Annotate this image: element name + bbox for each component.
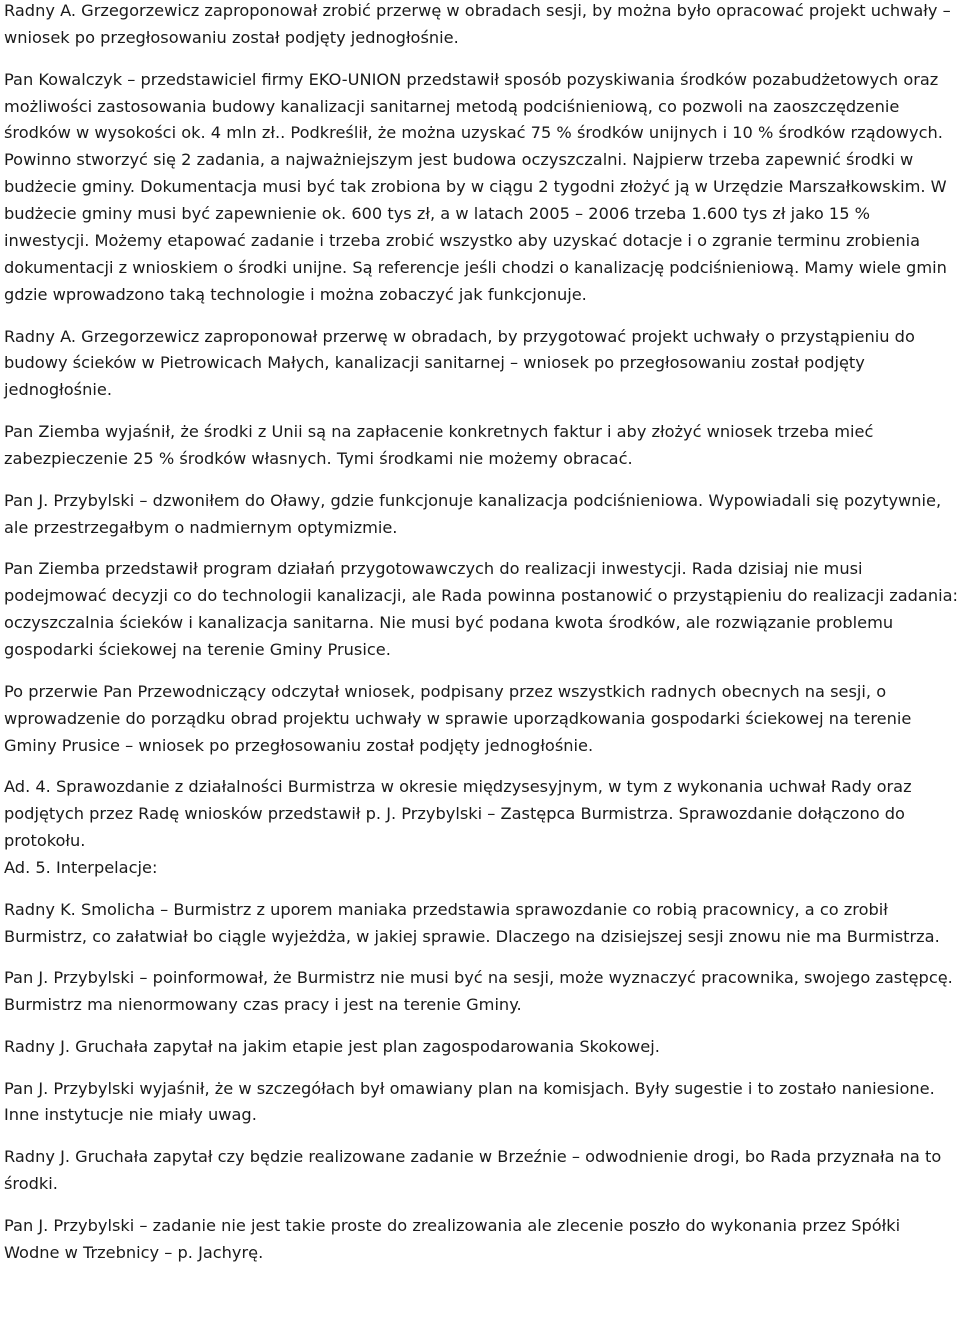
paragraph-przybylski-answer-mayor: Pan J. Przybylski – poinformował, że Burmistrz nie musi być na sesji, może wyznaczyć pracownika, swojego zastępcę. Burmistrz ma nienormowany czas pracy i jest na terenie Gminy. (4, 968, 953, 1015)
paragraph-przybylski-olawa: Pan J. Przybylski – dzwoniłem do Oławy, gdzie funkcjonuje kanalizacja podciśnieniowa. Wypowiadali się pozytywnie, ale przestrzegałbym o nadmiernym optymizmie. (4, 490, 942, 537)
paragraph-kowalczyk-eko-union: Pan Kowalczyk – przedstawiciel firmy EKO-UNION przedstawił sposób pozyskiwania środków pozabudżetowych oraz możliwości zastosowania budowy kanalizacji sanitarnej metodą podciśnieniową, co pozwoli na zaoszczędzenie środków w wysokości ok. 4 mln zł.. Podkreślił, że można uzyskać 75 % środków unijnych i 10 % środków rządowych. Powinno stworzyć się 2 zadania, a najważniejszym jest budowa oczyszczalni. Najpierw trzeba zapewnić środki w budżecie gminy. Dokumentacja musi być tak zrobiona by w ciągu 2 tygodni złożyć ją w Urzędzie Marszałkowskim. W budżecie gminy musi być zapewnienie ok. 600 tys zł, a w latach 2005 – 2006 trzeba 1.600 tys zł jako 15 % inwestycji. Możemy etapować zadanie i trzeba zrobić wszystko aby uzyskać dotacje i o zgranie terminu zrobienia dokumentacji z wnioskiem o środki unijne. Są referencje jeśli chodzi o kanalizację podciśnieniową. Mamy wiele gmin gdzie wprowadzono taką technologie i można zobaczyć jak funkcjonuje. (4, 69, 947, 304)
heading-ad-5-interpellations: Ad. 5. Interpelacje: (4, 857, 158, 877)
paragraph-ziemba-program: Pan Ziemba przedstawił program działań przygotowawczych do realizacji inwestycji. Rada dzisiaj nie musi podejmować decyzji co do technologii kanalizacji, ale Rada powinna postanowić o przystąpieniu do realizacji zadania: oczyszczalnia ścieków i kanalizacja sanitarna. Nie musi być podana kwota środków, ale rozwiązanie problemu gospodarki ściekowej na terenie Gminy Prusice. (4, 559, 958, 660)
paragraph-ziemba-eu-funds: Pan Ziemba wyjaśnił, że środki z Unii są na zapłacenie konkretnych faktur i aby złożyć wniosek trzeba mieć zabezpieczenie 25 % środków własnych. Tymi środkami nie możemy obracać. (4, 422, 874, 468)
paragraph-smolicha-question: Radny K. Smolicha – Burmistrz z uporem maniaka przedstawia sprawozdanie co robią pracownicy, a co zrobił Burmistrz, co załatwiał bo ciągle wyjeżdża, w jakiej sprawie. Dlaczego na dzisiejszej sesji znowu nie ma Burmistrza. (4, 899, 940, 946)
paragraph-chairman-motion: Po przerwie Pan Przewodniczący odczytał wniosek, podpisany przez wszystkich radnych obecnych na sesji, o wprowadzenie do porządku obrad projektu uchwały w sprawie uporządkowania gospodarki ściekowej na terenie Gminy Prusice – wniosek po przegłosowaniu został podjęty jednogłośnie. (4, 681, 912, 755)
paragraph-grzegorzewicz-break-1: Radny A. Grzegorzewicz zaproponował zrobić przerwę w obradach sesji, by można było opracować projekt uchwały – wniosek po przegłosowaniu został podjęty jednogłośnie. (4, 1, 951, 47)
paragraph-przybylski-answer-plan: Pan J. Przybylski wyjaśnił, że w szczegółach był omawiany plan na komisjach. Były sugestie i to zostało naniesione. Inne instytucje nie miały uwag. (4, 1078, 935, 1125)
paragraph-gruchala-brzezno: Radny J. Gruchała zapytał czy będzie realizowane zadanie w Brzeźnie – odwodnienie drogi, bo Rada przyznała na to środki. (4, 1147, 942, 1194)
paragraph-grzegorzewicz-break-2: Radny A. Grzegorzewicz zaproponował przerwę w obradach, by przygotować projekt uchwały o przystąpieniu do budowy ścieków w Pietrowicach Małych, kanalizacji sanitarnej – wniosek po przegłosowaniu został podjęty jednogłośnie. (4, 326, 915, 400)
paragraph-ad-4-report: Ad. 4. Sprawozdanie z działalności Burmistrza w okresie międzysesyjnym, w tym z wykonania uchwał Rady oraz podjętych przez Radę wniosków przedstawił p. J. Przybylski – Zastępca Burmistrza. Sprawozdanie dołączono do protokołu. (4, 777, 912, 851)
paragraph-przybylski-answer-drainage: Pan J. Przybylski – zadanie nie jest takie proste do zrealizowania ale zlecenie poszło do wykonania przez Spółki Wodne w Trzebnicy – p. Jachyrę. (4, 1215, 901, 1262)
paragraph-gruchala-skokowa: Radny J. Gruchała zapytał na jakim etapie jest plan zagospodarowania Skokowej. (4, 1036, 660, 1056)
document-page (4, 0, 960, 1281)
